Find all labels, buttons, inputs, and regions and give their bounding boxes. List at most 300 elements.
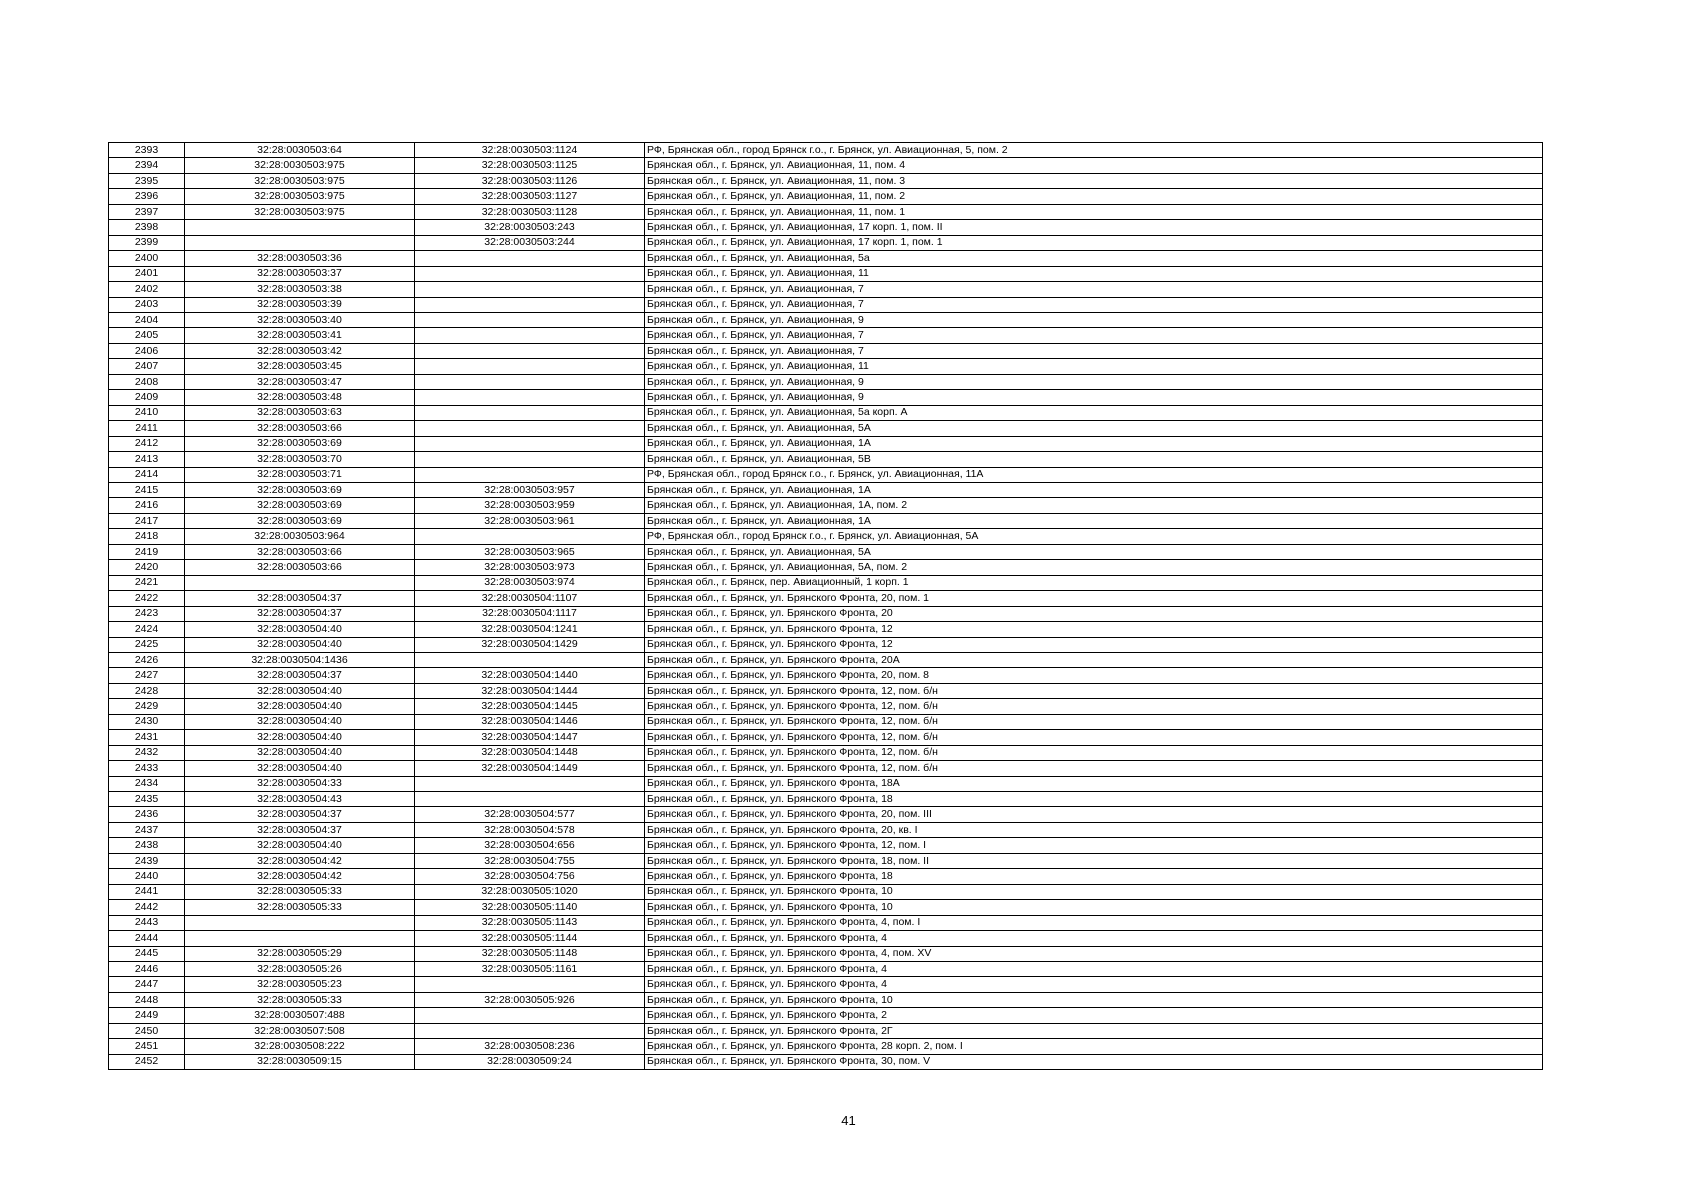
address-cell: Брянская обл., г. Брянск, ул. Авиационная, 7 bbox=[645, 328, 1543, 343]
address-cell: Брянская обл., г. Брянск, ул. Брянского Фронта, 12, пом. б/н bbox=[645, 745, 1543, 760]
row-number-cell: 2450 bbox=[109, 1023, 185, 1038]
cadastral-number-cell: 32:28:0030503:1127 bbox=[415, 189, 645, 204]
parent-cadastral-number-cell: 32:28:0030507:488 bbox=[185, 1008, 415, 1023]
parent-cadastral-number-cell: 32:28:0030503:69 bbox=[185, 513, 415, 528]
cadastral-number-cell: 32:28:0030504:1429 bbox=[415, 637, 645, 652]
table-row bbox=[109, 683, 1543, 698]
row-number-cell: 2408 bbox=[109, 374, 185, 389]
parent-cadastral-number-cell bbox=[185, 220, 415, 235]
parent-cadastral-number-cell: 32:28:0030503:69 bbox=[185, 482, 415, 497]
row-number-cell: 2438 bbox=[109, 838, 185, 853]
cadastral-number-cell: 32:28:0030503:243 bbox=[415, 220, 645, 235]
cadastral-number-cell: 32:28:0030504:1444 bbox=[415, 683, 645, 698]
address-cell: Брянская обл., г. Брянск, ул. Брянского Фронта, 12, пом. б/н bbox=[645, 683, 1543, 698]
address-cell: Брянская обл., г. Брянск, ул. Авиационная, 17 корп. 1, пом. 1 bbox=[645, 235, 1543, 250]
table-row bbox=[109, 405, 1543, 420]
table-row bbox=[109, 1008, 1543, 1023]
address-cell: Брянская обл., г. Брянск, ул. Брянского Фронта, 20, кв. I bbox=[645, 822, 1543, 837]
cadastral-number-cell: 32:28:0030503:957 bbox=[415, 482, 645, 497]
parent-cadastral-number-cell: 32:28:0030504:37 bbox=[185, 807, 415, 822]
row-number-cell: 2406 bbox=[109, 343, 185, 358]
cadastral-number-cell bbox=[415, 452, 645, 467]
address-cell: Брянская обл., г. Брянск, ул. Брянского Фронта, 28 корп. 2, пом. I bbox=[645, 1039, 1543, 1054]
cadastral-number-cell: 32:28:0030503:1126 bbox=[415, 173, 645, 188]
row-number-cell: 2425 bbox=[109, 637, 185, 652]
address-cell: Брянская обл., г. Брянск, ул. Авиационная, 1А bbox=[645, 482, 1543, 497]
cadastral-number-cell: 32:28:0030504:755 bbox=[415, 853, 645, 868]
page-number: 41 bbox=[841, 1113, 856, 1128]
row-number-cell: 2448 bbox=[109, 992, 185, 1007]
address-cell: Брянская обл., г. Брянск, ул. Брянского Фронта, 2 bbox=[645, 1008, 1543, 1023]
cadastral-number-cell bbox=[415, 1008, 645, 1023]
address-cell: Брянская обл., г. Брянск, ул. Авиационная, 5А bbox=[645, 421, 1543, 436]
parent-cadastral-number-cell bbox=[185, 931, 415, 946]
row-number-cell: 2427 bbox=[109, 668, 185, 683]
table-row bbox=[109, 343, 1543, 358]
cadastral-number-cell bbox=[415, 374, 645, 389]
row-number-cell: 2402 bbox=[109, 282, 185, 297]
table-row bbox=[109, 452, 1543, 467]
cadastral-number-cell bbox=[415, 251, 645, 266]
parent-cadastral-number-cell: 32:28:0030503:42 bbox=[185, 343, 415, 358]
row-number-cell: 2409 bbox=[109, 390, 185, 405]
address-cell: Брянская обл., г. Брянск, ул. Авиационная, 11, пом. 1 bbox=[645, 204, 1543, 219]
address-cell: Брянская обл., г. Брянск, ул. Брянского Фронта, 2Г bbox=[645, 1023, 1543, 1038]
parent-cadastral-number-cell: 32:28:0030503:39 bbox=[185, 297, 415, 312]
parent-cadastral-number-cell: 32:28:0030504:40 bbox=[185, 730, 415, 745]
address-cell: Брянская обл., г. Брянск, ул. Брянского Фронта, 12 bbox=[645, 622, 1543, 637]
table-row bbox=[109, 761, 1543, 776]
row-number-cell: 2415 bbox=[109, 482, 185, 497]
address-cell: Брянская обл., г. Брянск, ул. Авиационная, 11, пом. 4 bbox=[645, 158, 1543, 173]
cadastral-number-cell: 32:28:0030503:959 bbox=[415, 498, 645, 513]
row-number-cell: 2423 bbox=[109, 606, 185, 621]
cadastral-number-cell bbox=[415, 328, 645, 343]
table-row bbox=[109, 498, 1543, 513]
parent-cadastral-number-cell: 32:28:0030503:66 bbox=[185, 544, 415, 559]
table-row bbox=[109, 297, 1543, 312]
address-cell: Брянская обл., г. Брянск, ул. Брянского Фронта, 4 bbox=[645, 931, 1543, 946]
parent-cadastral-number-cell: 32:28:0030504:40 bbox=[185, 761, 415, 776]
cadastral-number-cell bbox=[415, 529, 645, 544]
registry-table bbox=[108, 142, 1543, 1070]
table-row bbox=[109, 807, 1543, 822]
row-number-cell: 2447 bbox=[109, 977, 185, 992]
parent-cadastral-number-cell: 32:28:0030504:40 bbox=[185, 838, 415, 853]
table-row bbox=[109, 668, 1543, 683]
parent-cadastral-number-cell: 32:28:0030504:37 bbox=[185, 606, 415, 621]
table-row bbox=[109, 390, 1543, 405]
cadastral-number-cell: 32:28:0030505:926 bbox=[415, 992, 645, 1007]
address-cell: Брянская обл., г. Брянск, ул. Авиационная, 7 bbox=[645, 297, 1543, 312]
address-cell: Брянская обл., г. Брянск, ул. Брянского Фронта, 20 bbox=[645, 606, 1543, 621]
address-cell: Брянская обл., г. Брянск, ул. Авиационная, 7 bbox=[645, 343, 1543, 358]
cadastral-number-cell: 32:28:0030504:578 bbox=[415, 822, 645, 837]
parent-cadastral-number-cell: 32:28:0030503:975 bbox=[185, 204, 415, 219]
cadastral-number-cell: 32:28:0030509:24 bbox=[415, 1054, 645, 1069]
cadastral-number-cell: 32:28:0030503:1128 bbox=[415, 204, 645, 219]
cadastral-number-cell: 32:28:0030505:1020 bbox=[415, 884, 645, 899]
row-number-cell: 2398 bbox=[109, 220, 185, 235]
table-row bbox=[109, 606, 1543, 621]
row-number-cell: 2405 bbox=[109, 328, 185, 343]
row-number-cell: 2418 bbox=[109, 529, 185, 544]
address-cell: РФ, Брянская обл., город Брянск г.о., г. Брянск, ул. Авиационная, 5А bbox=[645, 529, 1543, 544]
parent-cadastral-number-cell: 32:28:0030503:63 bbox=[185, 405, 415, 420]
table-row bbox=[109, 884, 1543, 899]
cadastral-number-cell: 32:28:0030505:1144 bbox=[415, 931, 645, 946]
table-row bbox=[109, 421, 1543, 436]
table-row bbox=[109, 251, 1543, 266]
row-number-cell: 2446 bbox=[109, 962, 185, 977]
parent-cadastral-number-cell: 32:28:0030505:33 bbox=[185, 900, 415, 915]
table-row bbox=[109, 235, 1543, 250]
row-number-cell: 2400 bbox=[109, 251, 185, 266]
parent-cadastral-number-cell bbox=[185, 235, 415, 250]
parent-cadastral-number-cell: 32:28:0030505:26 bbox=[185, 962, 415, 977]
address-cell: Брянская обл., г. Брянск, ул. Брянского Фронта, 4 bbox=[645, 977, 1543, 992]
parent-cadastral-number-cell: 32:28:0030503:40 bbox=[185, 312, 415, 327]
address-cell: Брянская обл., г. Брянск, ул. Авиационная, 5А, пом. 2 bbox=[645, 560, 1543, 575]
table-row bbox=[109, 482, 1543, 497]
table-row bbox=[109, 776, 1543, 791]
table-row bbox=[109, 637, 1543, 652]
parent-cadastral-number-cell: 32:28:0030503:36 bbox=[185, 251, 415, 266]
address-cell: Брянская обл., г. Брянск, ул. Авиационная, 9 bbox=[645, 312, 1543, 327]
cadastral-number-cell: 32:28:0030505:1161 bbox=[415, 962, 645, 977]
table-row bbox=[109, 900, 1543, 915]
table-row bbox=[109, 266, 1543, 281]
parent-cadastral-number-cell: 32:28:0030503:64 bbox=[185, 143, 415, 158]
address-cell: Брянская обл., г. Брянск, ул. Брянского Фронта, 10 bbox=[645, 900, 1543, 915]
address-cell: Брянская обл., г. Брянск, ул. Брянского Фронта, 4, пом. I bbox=[645, 915, 1543, 930]
parent-cadastral-number-cell: 32:28:0030504:40 bbox=[185, 683, 415, 698]
cadastral-number-cell bbox=[415, 405, 645, 420]
parent-cadastral-number-cell: 32:28:0030505:23 bbox=[185, 977, 415, 992]
parent-cadastral-number-cell: 32:28:0030505:29 bbox=[185, 946, 415, 961]
address-cell: Брянская обл., г. Брянск, ул. Авиационная, 5а корп. А bbox=[645, 405, 1543, 420]
cadastral-number-cell bbox=[415, 977, 645, 992]
table-row bbox=[109, 575, 1543, 590]
parent-cadastral-number-cell bbox=[185, 915, 415, 930]
table-row bbox=[109, 374, 1543, 389]
address-cell: Брянская обл., г. Брянск, ул. Авиационная, 9 bbox=[645, 390, 1543, 405]
table-row bbox=[109, 328, 1543, 343]
row-number-cell: 2436 bbox=[109, 807, 185, 822]
address-cell: Брянская обл., г. Брянск, ул. Авиационная, 5а bbox=[645, 251, 1543, 266]
parent-cadastral-number-cell: 32:28:0030503:975 bbox=[185, 158, 415, 173]
row-number-cell: 2411 bbox=[109, 421, 185, 436]
table-row bbox=[109, 853, 1543, 868]
table-row bbox=[109, 622, 1543, 637]
row-number-cell: 2449 bbox=[109, 1008, 185, 1023]
parent-cadastral-number-cell: 32:28:0030504:40 bbox=[185, 714, 415, 729]
address-cell: Брянская обл., г. Брянск, ул. Брянского Фронта, 12, пом. I bbox=[645, 838, 1543, 853]
address-cell: Брянская обл., г. Брянск, ул. Брянского Фронта, 18 bbox=[645, 792, 1543, 807]
parent-cadastral-number-cell: 32:28:0030503:70 bbox=[185, 452, 415, 467]
cadastral-number-cell: 32:28:0030503:1125 bbox=[415, 158, 645, 173]
parent-cadastral-number-cell: 32:28:0030504:42 bbox=[185, 869, 415, 884]
row-number-cell: 2421 bbox=[109, 575, 185, 590]
parent-cadastral-number-cell: 32:28:0030504:37 bbox=[185, 591, 415, 606]
row-number-cell: 2414 bbox=[109, 467, 185, 482]
address-cell: Брянская обл., г. Брянск, ул. Брянского Фронта, 10 bbox=[645, 992, 1543, 1007]
row-number-cell: 2443 bbox=[109, 915, 185, 930]
cadastral-number-cell bbox=[415, 359, 645, 374]
table-row bbox=[109, 838, 1543, 853]
table-row bbox=[109, 158, 1543, 173]
table-row bbox=[109, 869, 1543, 884]
table-row bbox=[109, 513, 1543, 528]
address-cell: Брянская обл., г. Брянск, ул. Авиационная, 11 bbox=[645, 359, 1543, 374]
table-row bbox=[109, 359, 1543, 374]
row-number-cell: 2426 bbox=[109, 652, 185, 667]
address-cell: Брянская обл., г. Брянск, ул. Авиационная, 1А bbox=[645, 513, 1543, 528]
cadastral-number-cell: 32:28:0030504:1446 bbox=[415, 714, 645, 729]
cadastral-number-cell: 32:28:0030505:1140 bbox=[415, 900, 645, 915]
cadastral-number-cell: 32:28:0030504:756 bbox=[415, 869, 645, 884]
parent-cadastral-number-cell: 32:28:0030505:33 bbox=[185, 992, 415, 1007]
cadastral-number-cell: 32:28:0030503:961 bbox=[415, 513, 645, 528]
cadastral-number-cell bbox=[415, 266, 645, 281]
cadastral-number-cell: 32:28:0030504:1449 bbox=[415, 761, 645, 776]
cadastral-number-cell bbox=[415, 792, 645, 807]
address-cell: Брянская обл., г. Брянск, ул. Авиационная, 7 bbox=[645, 282, 1543, 297]
cadastral-number-cell: 32:28:0030504:1447 bbox=[415, 730, 645, 745]
address-cell: Брянская обл., г. Брянск, ул. Брянского Фронта, 12, пом. б/н bbox=[645, 699, 1543, 714]
parent-cadastral-number-cell: 32:28:0030504:1436 bbox=[185, 652, 415, 667]
parent-cadastral-number-cell: 32:28:0030503:47 bbox=[185, 374, 415, 389]
row-number-cell: 2399 bbox=[109, 235, 185, 250]
cadastral-number-cell bbox=[415, 343, 645, 358]
table-row bbox=[109, 822, 1543, 837]
row-number-cell: 2404 bbox=[109, 312, 185, 327]
parent-cadastral-number-cell: 32:28:0030503:37 bbox=[185, 266, 415, 281]
parent-cadastral-number-cell bbox=[185, 575, 415, 590]
row-number-cell: 2428 bbox=[109, 683, 185, 698]
parent-cadastral-number-cell: 32:28:0030503:69 bbox=[185, 498, 415, 513]
parent-cadastral-number-cell: 32:28:0030503:964 bbox=[185, 529, 415, 544]
row-number-cell: 2441 bbox=[109, 884, 185, 899]
table-row bbox=[109, 312, 1543, 327]
row-number-cell: 2437 bbox=[109, 822, 185, 837]
table-row bbox=[109, 714, 1543, 729]
cadastral-number-cell: 32:28:0030504:1440 bbox=[415, 668, 645, 683]
address-cell: Брянская обл., г. Брянск, ул. Авиационная, 11, пом. 2 bbox=[645, 189, 1543, 204]
table-row bbox=[109, 962, 1543, 977]
cadastral-number-cell bbox=[415, 282, 645, 297]
cadastral-number-cell bbox=[415, 1023, 645, 1038]
address-cell: РФ, Брянская обл., город Брянск г.о., г. Брянск, ул. Авиационная, 11А bbox=[645, 467, 1543, 482]
cadastral-number-cell bbox=[415, 390, 645, 405]
table-row bbox=[109, 931, 1543, 946]
table-row bbox=[109, 792, 1543, 807]
table-row bbox=[109, 977, 1543, 992]
parent-cadastral-number-cell: 32:28:0030503:975 bbox=[185, 189, 415, 204]
parent-cadastral-number-cell: 32:28:0030504:43 bbox=[185, 792, 415, 807]
address-cell: Брянская обл., г. Брянск, ул. Брянского Фронта, 18А bbox=[645, 776, 1543, 791]
cadastral-number-cell: 32:28:0030504:1107 bbox=[415, 591, 645, 606]
cadastral-number-cell bbox=[415, 436, 645, 451]
parent-cadastral-number-cell: 32:28:0030509:15 bbox=[185, 1054, 415, 1069]
parent-cadastral-number-cell: 32:28:0030507:508 bbox=[185, 1023, 415, 1038]
cadastral-number-cell: 32:28:0030503:965 bbox=[415, 544, 645, 559]
address-cell: Брянская обл., г. Брянск, ул. Авиационная, 5В bbox=[645, 452, 1543, 467]
table-row bbox=[109, 1039, 1543, 1054]
table-row bbox=[109, 946, 1543, 961]
table-row bbox=[109, 730, 1543, 745]
table-row bbox=[109, 282, 1543, 297]
row-number-cell: 2407 bbox=[109, 359, 185, 374]
parent-cadastral-number-cell: 32:28:0030503:41 bbox=[185, 328, 415, 343]
address-cell: Брянская обл., г. Брянск, ул. Авиационная, 11, пом. 3 bbox=[645, 173, 1543, 188]
address-cell: Брянская обл., г. Брянск, ул. Брянского Фронта, 12 bbox=[645, 637, 1543, 652]
row-number-cell: 2434 bbox=[109, 776, 185, 791]
row-number-cell: 2419 bbox=[109, 544, 185, 559]
parent-cadastral-number-cell: 32:28:0030504:40 bbox=[185, 622, 415, 637]
table-row bbox=[109, 1054, 1543, 1069]
cadastral-number-cell bbox=[415, 467, 645, 482]
table-row bbox=[109, 745, 1543, 760]
table-row bbox=[109, 143, 1543, 158]
row-number-cell: 2412 bbox=[109, 436, 185, 451]
row-number-cell: 2413 bbox=[109, 452, 185, 467]
row-number-cell: 2445 bbox=[109, 946, 185, 961]
table-row bbox=[109, 220, 1543, 235]
row-number-cell: 2451 bbox=[109, 1039, 185, 1054]
cadastral-number-cell: 32:28:0030508:236 bbox=[415, 1039, 645, 1054]
address-cell: Брянская обл., г. Брянск, пер. Авиационный, 1 корп. 1 bbox=[645, 575, 1543, 590]
parent-cadastral-number-cell: 32:28:0030503:38 bbox=[185, 282, 415, 297]
address-cell: Брянская обл., г. Брянск, ул. Брянского Фронта, 20А bbox=[645, 652, 1543, 667]
parent-cadastral-number-cell: 32:28:0030508:222 bbox=[185, 1039, 415, 1054]
parent-cadastral-number-cell: 32:28:0030503:45 bbox=[185, 359, 415, 374]
address-cell: Брянская обл., г. Брянск, ул. Брянского Фронта, 20, пом. III bbox=[645, 807, 1543, 822]
table-row bbox=[109, 204, 1543, 219]
address-cell: Брянская обл., г. Брянск, ул. Авиационная, 17 корп. 1, пом. II bbox=[645, 220, 1543, 235]
address-cell: Брянская обл., г. Брянск, ул. Брянского Фронта, 20, пом. 8 bbox=[645, 668, 1543, 683]
table-row bbox=[109, 173, 1543, 188]
table-row bbox=[109, 652, 1543, 667]
table-row bbox=[109, 699, 1543, 714]
parent-cadastral-number-cell: 32:28:0030504:33 bbox=[185, 776, 415, 791]
row-number-cell: 2424 bbox=[109, 622, 185, 637]
row-number-cell: 2440 bbox=[109, 869, 185, 884]
address-cell: Брянская обл., г. Брянск, ул. Авиационная, 5А bbox=[645, 544, 1543, 559]
address-cell: Брянская обл., г. Брянск, ул. Брянского Фронта, 12, пом. б/н bbox=[645, 761, 1543, 776]
parent-cadastral-number-cell: 32:28:0030503:48 bbox=[185, 390, 415, 405]
table-row bbox=[109, 560, 1543, 575]
row-number-cell: 2422 bbox=[109, 591, 185, 606]
row-number-cell: 2396 bbox=[109, 189, 185, 204]
address-cell: Брянская обл., г. Брянск, ул. Брянского Фронта, 30, пом. V bbox=[645, 1054, 1543, 1069]
row-number-cell: 2401 bbox=[109, 266, 185, 281]
row-number-cell: 2439 bbox=[109, 853, 185, 868]
cadastral-number-cell bbox=[415, 421, 645, 436]
table-row bbox=[109, 436, 1543, 451]
cadastral-number-cell bbox=[415, 776, 645, 791]
cadastral-number-cell: 32:28:0030503:974 bbox=[415, 575, 645, 590]
row-number-cell: 2420 bbox=[109, 560, 185, 575]
address-cell: Брянская обл., г. Брянск, ул. Брянского Фронта, 18 bbox=[645, 869, 1543, 884]
address-cell: РФ, Брянская обл., город Брянск г.о., г. Брянск, ул. Авиационная, 5, пом. 2 bbox=[645, 143, 1543, 158]
cadastral-number-cell: 32:28:0030504:1117 bbox=[415, 606, 645, 621]
row-number-cell: 2410 bbox=[109, 405, 185, 420]
address-cell: Брянская обл., г. Брянск, ул. Авиационная, 11 bbox=[645, 266, 1543, 281]
address-cell: Брянская обл., г. Брянск, ул. Брянского Фронта, 10 bbox=[645, 884, 1543, 899]
address-cell: Брянская обл., г. Брянск, ул. Брянского Фронта, 20, пом. 1 bbox=[645, 591, 1543, 606]
address-cell: Брянская обл., г. Брянск, ул. Авиационная, 1А, пом. 2 bbox=[645, 498, 1543, 513]
row-number-cell: 2444 bbox=[109, 931, 185, 946]
parent-cadastral-number-cell: 32:28:0030503:69 bbox=[185, 436, 415, 451]
row-number-cell: 2429 bbox=[109, 699, 185, 714]
address-cell: Брянская обл., г. Брянск, ул. Брянского Фронта, 12, пом. б/н bbox=[645, 730, 1543, 745]
cadastral-number-cell: 32:28:0030504:1448 bbox=[415, 745, 645, 760]
table-row bbox=[109, 529, 1543, 544]
address-cell: Брянская обл., г. Брянск, ул. Брянского Фронта, 4 bbox=[645, 962, 1543, 977]
registry-table-body bbox=[109, 143, 1543, 1070]
row-number-cell: 2435 bbox=[109, 792, 185, 807]
parent-cadastral-number-cell: 32:28:0030504:42 bbox=[185, 853, 415, 868]
row-number-cell: 2430 bbox=[109, 714, 185, 729]
cadastral-number-cell: 32:28:0030503:244 bbox=[415, 235, 645, 250]
cadastral-number-cell bbox=[415, 652, 645, 667]
row-number-cell: 2393 bbox=[109, 143, 185, 158]
table-row bbox=[109, 1023, 1543, 1038]
address-cell: Брянская обл., г. Брянск, ул. Брянского Фронта, 18, пом. II bbox=[645, 853, 1543, 868]
table-row bbox=[109, 915, 1543, 930]
table-row bbox=[109, 544, 1543, 559]
row-number-cell: 2433 bbox=[109, 761, 185, 776]
cadastral-number-cell bbox=[415, 297, 645, 312]
table-row bbox=[109, 992, 1543, 1007]
cadastral-number-cell: 32:28:0030505:1143 bbox=[415, 915, 645, 930]
parent-cadastral-number-cell: 32:28:0030504:40 bbox=[185, 637, 415, 652]
row-number-cell: 2417 bbox=[109, 513, 185, 528]
cadastral-number-cell: 32:28:0030504:1445 bbox=[415, 699, 645, 714]
address-cell: Брянская обл., г. Брянск, ул. Авиационная, 1А bbox=[645, 436, 1543, 451]
row-number-cell: 2394 bbox=[109, 158, 185, 173]
parent-cadastral-number-cell: 32:28:0030504:37 bbox=[185, 822, 415, 837]
address-cell: Брянская обл., г. Брянск, ул. Авиационная, 9 bbox=[645, 374, 1543, 389]
parent-cadastral-number-cell: 32:28:0030503:66 bbox=[185, 421, 415, 436]
parent-cadastral-number-cell: 32:28:0030503:975 bbox=[185, 173, 415, 188]
parent-cadastral-number-cell: 32:28:0030503:71 bbox=[185, 467, 415, 482]
address-cell: Брянская обл., г. Брянск, ул. Брянского Фронта, 12, пом. б/н bbox=[645, 714, 1543, 729]
parent-cadastral-number-cell: 32:28:0030505:33 bbox=[185, 884, 415, 899]
parent-cadastral-number-cell: 32:28:0030504:37 bbox=[185, 668, 415, 683]
cadastral-number-cell: 32:28:0030503:973 bbox=[415, 560, 645, 575]
row-number-cell: 2431 bbox=[109, 730, 185, 745]
row-number-cell: 2395 bbox=[109, 173, 185, 188]
table-row bbox=[109, 591, 1543, 606]
cadastral-number-cell: 32:28:0030504:577 bbox=[415, 807, 645, 822]
cadastral-number-cell: 32:28:0030503:1124 bbox=[415, 143, 645, 158]
table-row bbox=[109, 189, 1543, 204]
cadastral-number-cell bbox=[415, 312, 645, 327]
row-number-cell: 2397 bbox=[109, 204, 185, 219]
parent-cadastral-number-cell: 32:28:0030504:40 bbox=[185, 699, 415, 714]
cadastral-number-cell: 32:28:0030504:1241 bbox=[415, 622, 645, 637]
row-number-cell: 2416 bbox=[109, 498, 185, 513]
cadastral-number-cell: 32:28:0030505:1148 bbox=[415, 946, 645, 961]
parent-cadastral-number-cell: 32:28:0030504:40 bbox=[185, 745, 415, 760]
parent-cadastral-number-cell: 32:28:0030503:66 bbox=[185, 560, 415, 575]
row-number-cell: 2442 bbox=[109, 900, 185, 915]
row-number-cell: 2452 bbox=[109, 1054, 185, 1069]
row-number-cell: 2403 bbox=[109, 297, 185, 312]
cadastral-number-cell: 32:28:0030504:656 bbox=[415, 838, 645, 853]
